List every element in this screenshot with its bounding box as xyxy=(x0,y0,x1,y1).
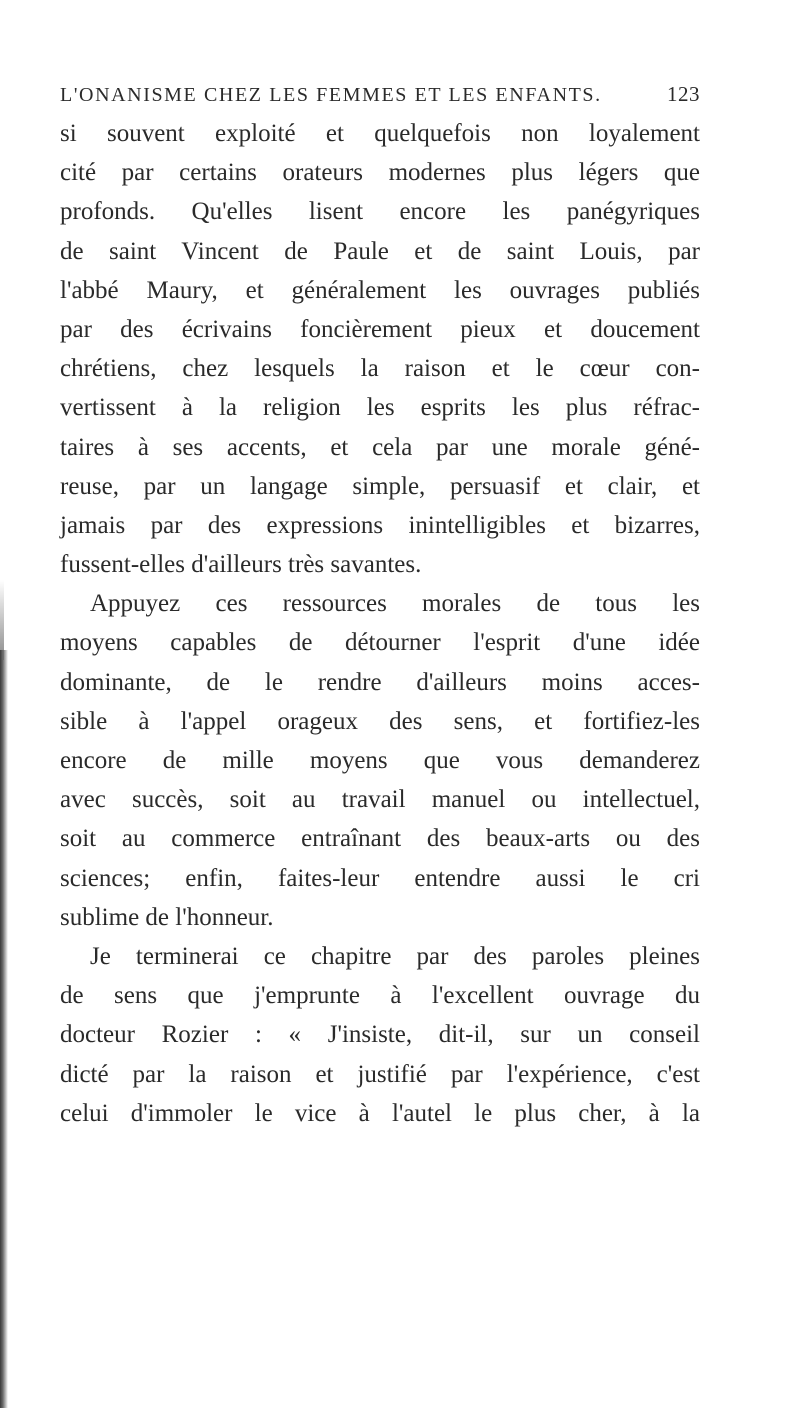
text-line: Je terminerai ce chapitre par des paroles pleines xyxy=(90,942,700,970)
text-line: chrétiens, chez lesquels la raison et le cœur con- xyxy=(60,355,700,383)
text-line: celui d'immoler le vice à l'autel le plus cher, à la xyxy=(60,1099,700,1127)
text-line: sible à l'appel orageux des sens, et fortifiez-les xyxy=(60,707,700,735)
text-line: taires à ses accents, et cela par une morale géné- xyxy=(60,433,700,461)
text-line: de sens que j'emprunte à l'excellent ouvrage du xyxy=(60,982,700,1010)
text-line: vertissent à la religion les esprits les plus réfrac- xyxy=(60,394,700,422)
text-line: moyens capables de détourner l'esprit d'une idée xyxy=(60,629,700,657)
text-line: de saint Vincent de Paule et de saint Louis, par xyxy=(60,237,700,265)
text-line: fussent-elles d'ailleurs très savantes. xyxy=(60,551,422,579)
text-line: dominante, de le rendre d'ailleurs moins acces- xyxy=(60,668,700,696)
text-line: reuse, par un langage simple, persuasif et clair, et xyxy=(60,472,700,500)
page-edge-shadow-top xyxy=(0,580,4,660)
text-line: docteur Rozier : « J'insiste, dit-il, sur un conseil xyxy=(60,1021,700,1049)
text-line: profonds. Qu'elles lisent encore les panégyriques xyxy=(60,198,700,226)
running-header xyxy=(60,82,700,107)
text-line: Appuyez ces ressources morales de tous les xyxy=(90,590,700,618)
text-line: avec succès, soit au travail manuel ou intellectuel, xyxy=(60,786,700,814)
page-edge-shadow xyxy=(0,650,8,1408)
text-line: dicté par la raison et justifié par l'expérience, c'est xyxy=(60,1060,700,1088)
text-line: sublime de l'honneur. xyxy=(60,903,274,931)
text-line: l'abbé Maury, et généralement les ouvrages publiés xyxy=(60,276,700,304)
running-header-title: L'ONANISME CHEZ LES FEMMES ET LES ENFANTS. xyxy=(60,84,602,106)
body-text xyxy=(60,114,700,1133)
text-line: par des écrivains foncièrement pieux et doucement xyxy=(60,315,700,343)
text-line: encore de mille moyens que vous demanderez xyxy=(60,747,700,774)
text-line: jamais par des expressions inintelligibles et bizarres, xyxy=(60,511,700,539)
text-line: si souvent exploité et quelquefois non loyalement xyxy=(60,120,700,147)
page-number: 123 xyxy=(667,82,700,106)
text-line: sciences; enfin, faites-leur entendre aussi le cri xyxy=(60,864,700,892)
text-line: cité par certains orateurs modernes plus légers que xyxy=(60,159,700,187)
text-line: soit au commerce entraînant des beaux-arts ou des xyxy=(60,825,700,853)
